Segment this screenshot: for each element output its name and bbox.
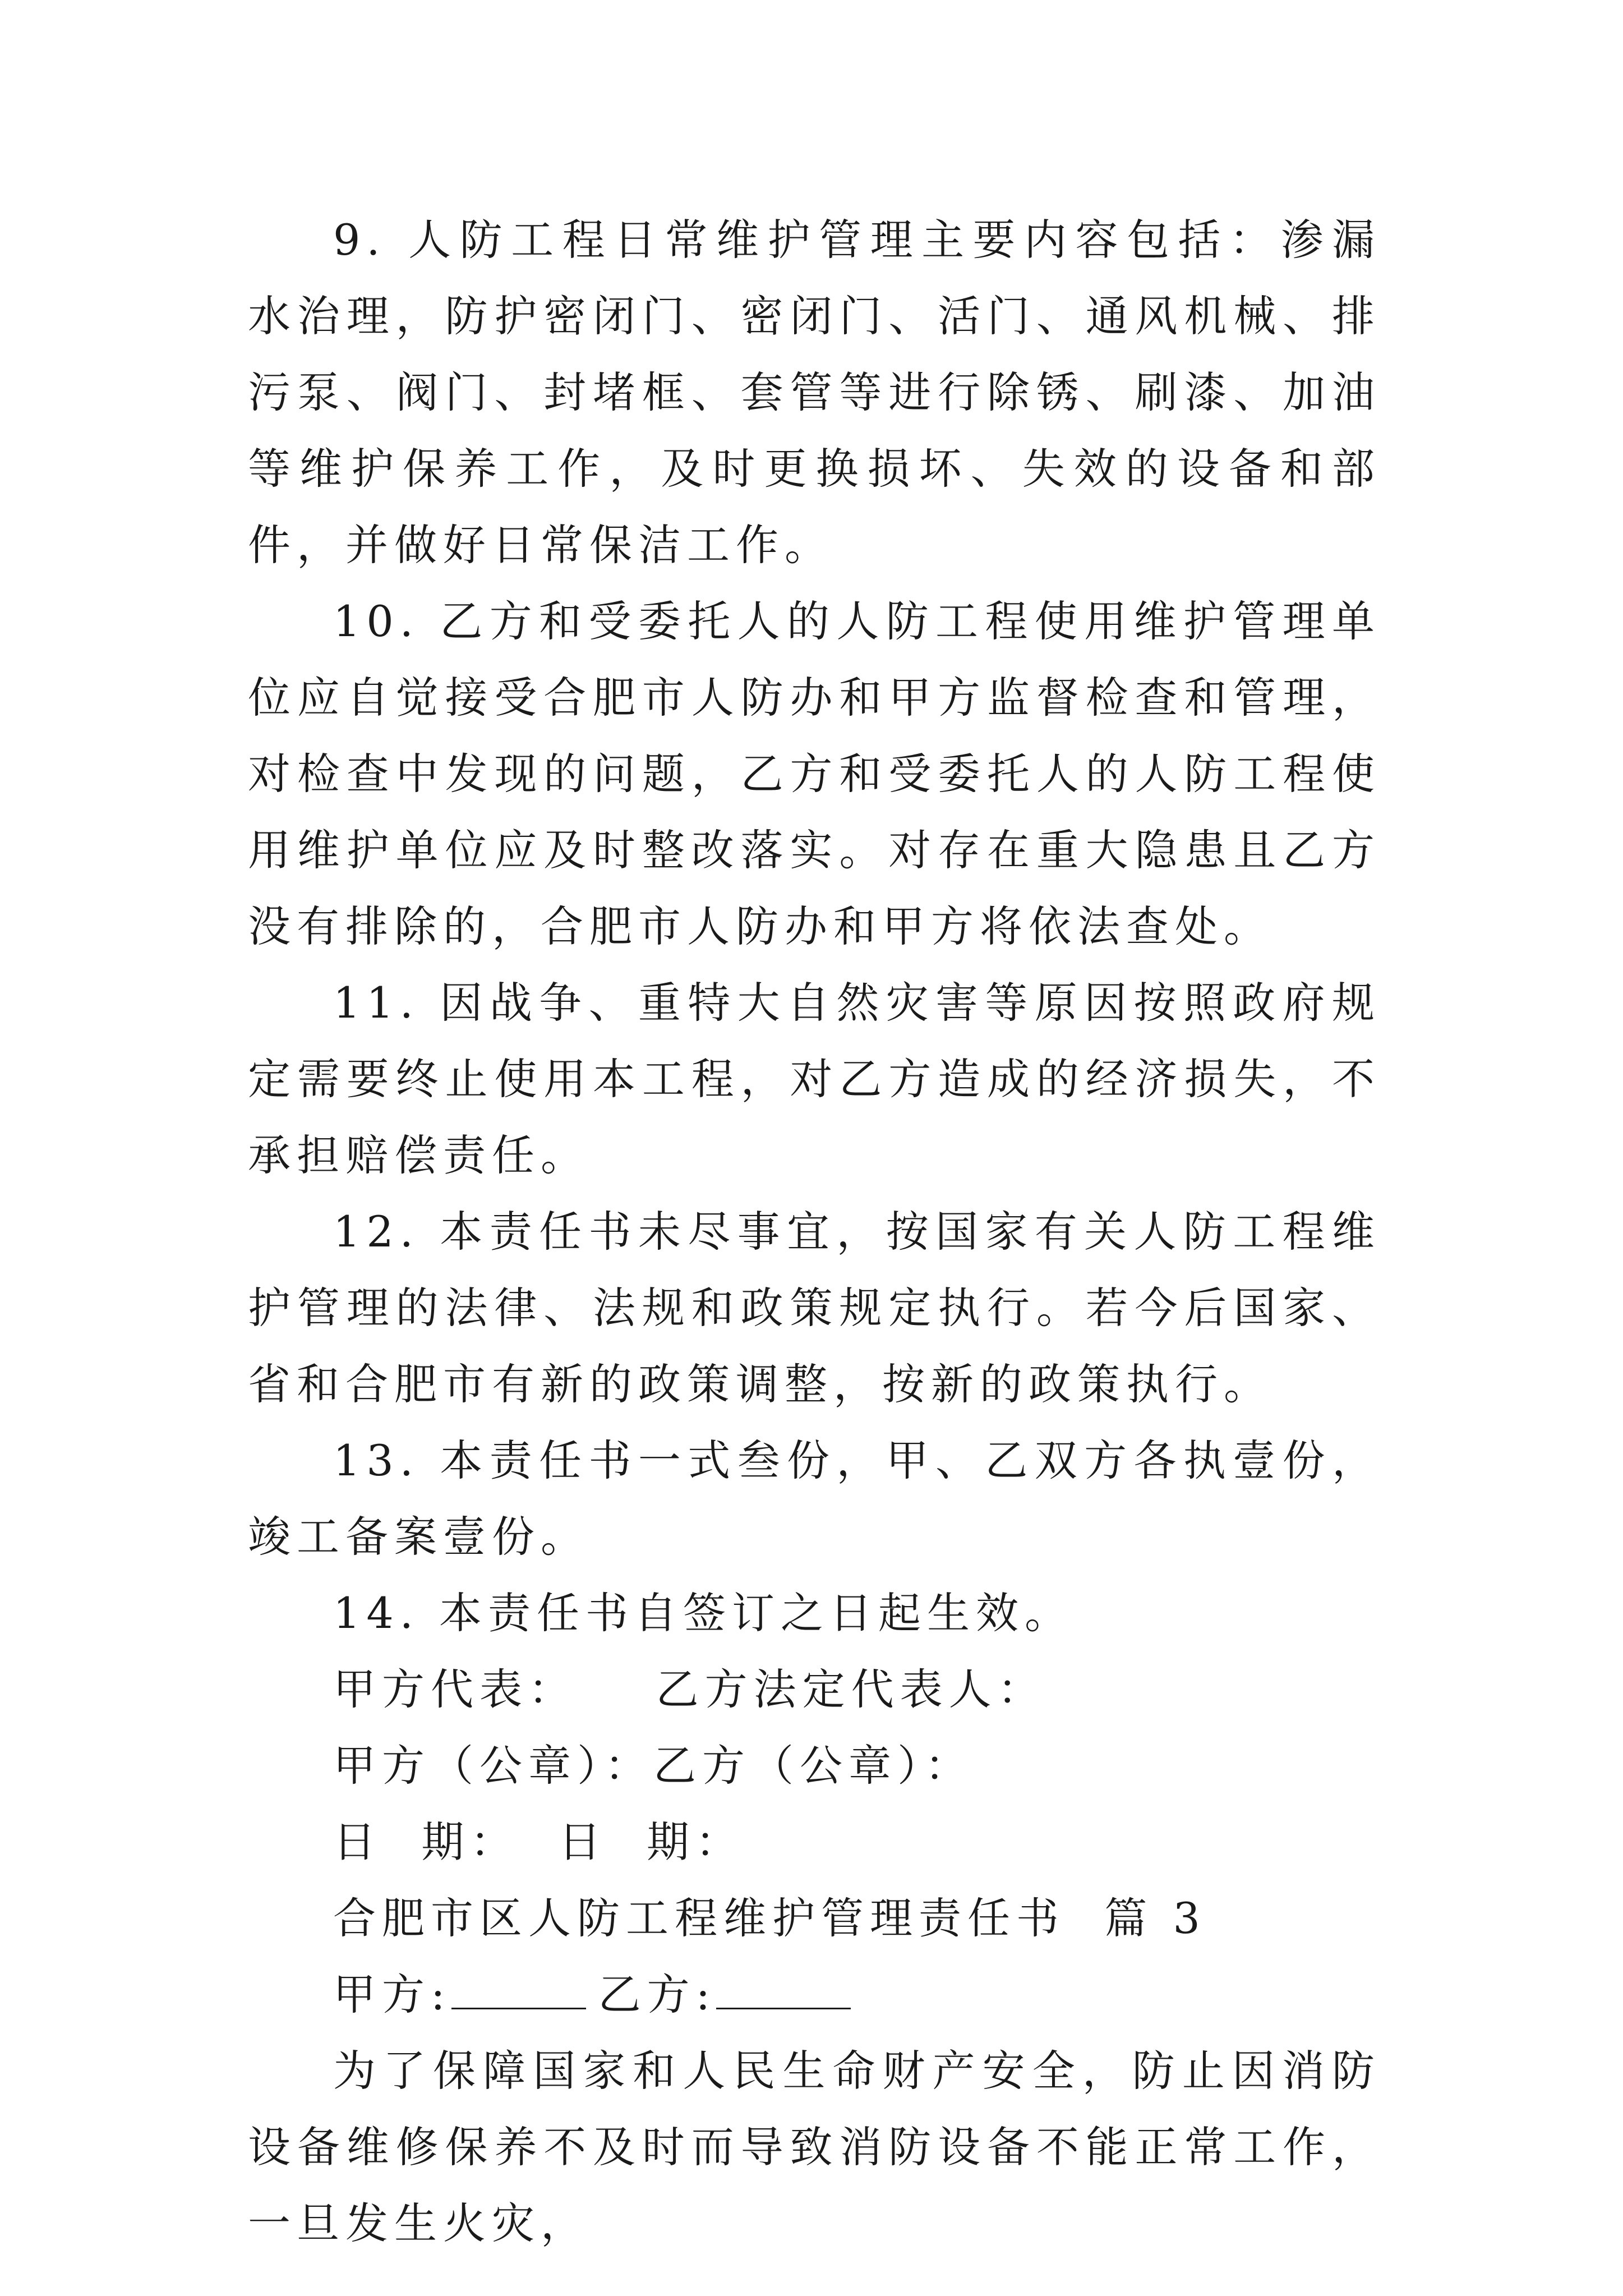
document-body — [248, 202, 1381, 2262]
section-title: 合肥市区人防工程维护管理责任书 篇 3 — [333, 1893, 1206, 1943]
signature-dates: 日 期： 日 期： — [333, 1817, 744, 1867]
clause-9: 9. 人防工程日常维护管理主要内容包括：渗漏水治理，防护密闭门、密闭门、活门、通风机械、排污泵、阀门、封堵框、套管等进行除锈、刷漆、加油等维护保养工作，及时更换损坏、失效的设备和部件，并做好日常保洁工作。 — [248, 215, 1381, 570]
party-a-label: 甲方: — [333, 1970, 451, 2019]
party-a-blank — [451, 1972, 586, 2009]
parties-line — [248, 1957, 1381, 2033]
clause-11: 11. 因战争、重特大自然灾害等原因按照政府规定需要终止使用本工程，对乙方造成的经济损失，不承担赔偿责任。 — [248, 978, 1381, 1180]
clause-10: 10. 乙方和受委托人的人防工程使用维护管理单位应自觉接受合肥市人防办和甲方监督检查和管理，对检查中发现的问题，乙方和受委托人的人防工程使用维护单位应及时整改落实。对存在重大隐患且乙方没有排除的，合肥市人防办和甲方将依法查处。 — [248, 596, 1381, 951]
clause-13: 13. 本责任书一式叁份，甲、乙双方各执壹份，竣工备案壹份。 — [248, 1435, 1381, 1562]
party-b-label: 乙方: — [598, 1970, 717, 2019]
signature-representatives: 甲方代表： 乙方法定代表人： — [333, 1664, 1046, 1714]
section-intro: 为了保障国家和人民生命财产安全，防止因消防设备维修保养不及时而导致消防设备不能正常工作，一旦发生火灾， — [248, 2046, 1381, 2248]
clause-12: 12. 本责任书未尽事宜，按国家有关人防工程维护管理的法律、法规和政策规定执行。若今后国家、省和合肥市有新的政策调整，按新的政策执行。 — [248, 1207, 1381, 1409]
party-b-blank — [716, 1972, 851, 2009]
signature-seals: 甲方（公章）：乙方（公章）： — [333, 1741, 974, 1791]
clause-14: 14. 本责任书自签订之日起生效。 — [333, 1588, 1074, 1638]
